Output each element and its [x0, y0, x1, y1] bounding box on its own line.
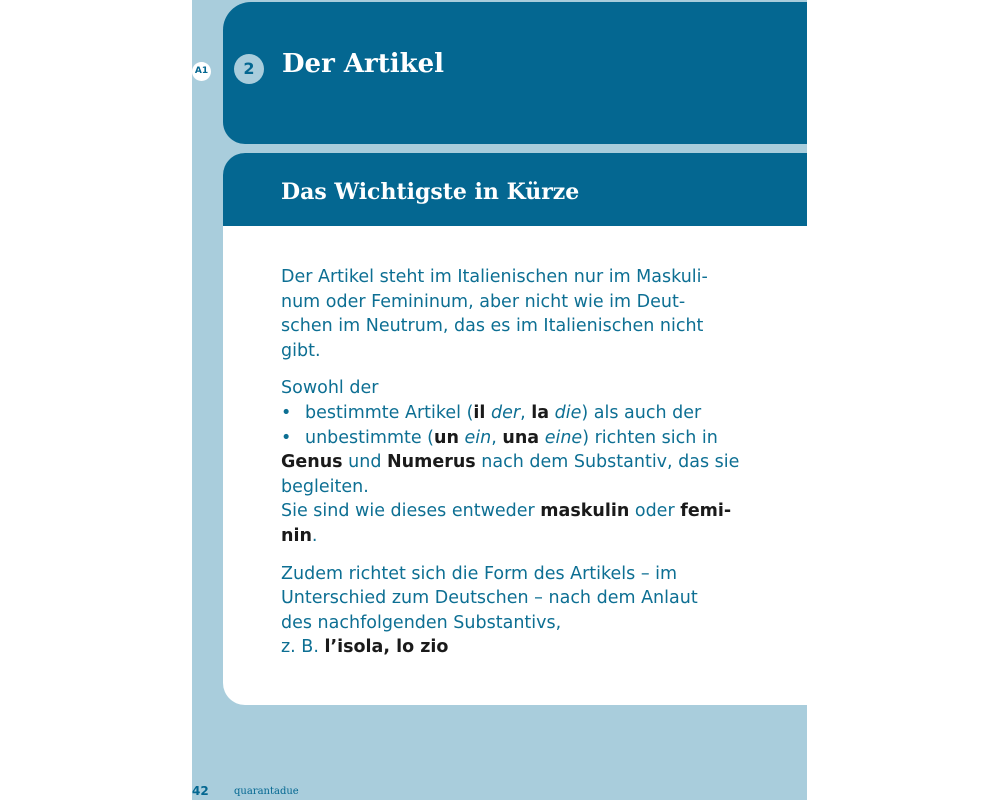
body-text: [281, 265, 761, 660]
text-line: schen im Neutrum, das es im Italienischen nicht: [281, 316, 704, 337]
chapter-title: Der Artikel: [282, 49, 445, 79]
text-line: Sie sind wie dieses entweder maskulin oder femi-: [281, 501, 732, 522]
bullet-item: • unbestimmte (un ein, una eine) richten sich in: [281, 426, 761, 451]
level-badge: A1: [192, 62, 211, 81]
section-title: Das Wichtigste in Kürze: [281, 179, 580, 205]
page-number-word: quarantadue: [234, 786, 299, 797]
page: [192, 0, 807, 800]
example-line: z. B. l’isola, lo zio: [281, 637, 449, 658]
text-line: Sowohl der: [281, 378, 379, 399]
text-line: Genus und Numerus nach dem Substantiv, das sie: [281, 452, 740, 473]
bullet-item: • bestimmte Artikel (il der, la die) als auch der: [281, 401, 761, 426]
bullet-marker: •: [281, 427, 292, 448]
text-line: Unterschied zum Deutschen – nach dem Anlaut: [281, 588, 698, 609]
page-number: 42: [192, 784, 209, 798]
text-line: des nachfolgenden Substantivs,: [281, 612, 562, 633]
paragraph-gap: [281, 549, 761, 562]
content-box: [223, 153, 807, 705]
text-line: gibt.: [281, 340, 321, 361]
section-header: [223, 153, 807, 226]
text-line: begleiten.: [281, 476, 369, 497]
paragraph-gap: [281, 363, 761, 376]
text-line: Zudem richtet sich die Form des Artikels – im: [281, 563, 678, 584]
text-line: nin.: [281, 525, 318, 546]
text-line: num oder Femininum, aber nicht wie im Deut-: [281, 291, 686, 312]
bullet-marker: •: [281, 402, 292, 423]
text-line: Der Artikel steht im Italienischen nur im Maskuli-: [281, 267, 708, 287]
chapter-number: 2: [234, 54, 264, 84]
